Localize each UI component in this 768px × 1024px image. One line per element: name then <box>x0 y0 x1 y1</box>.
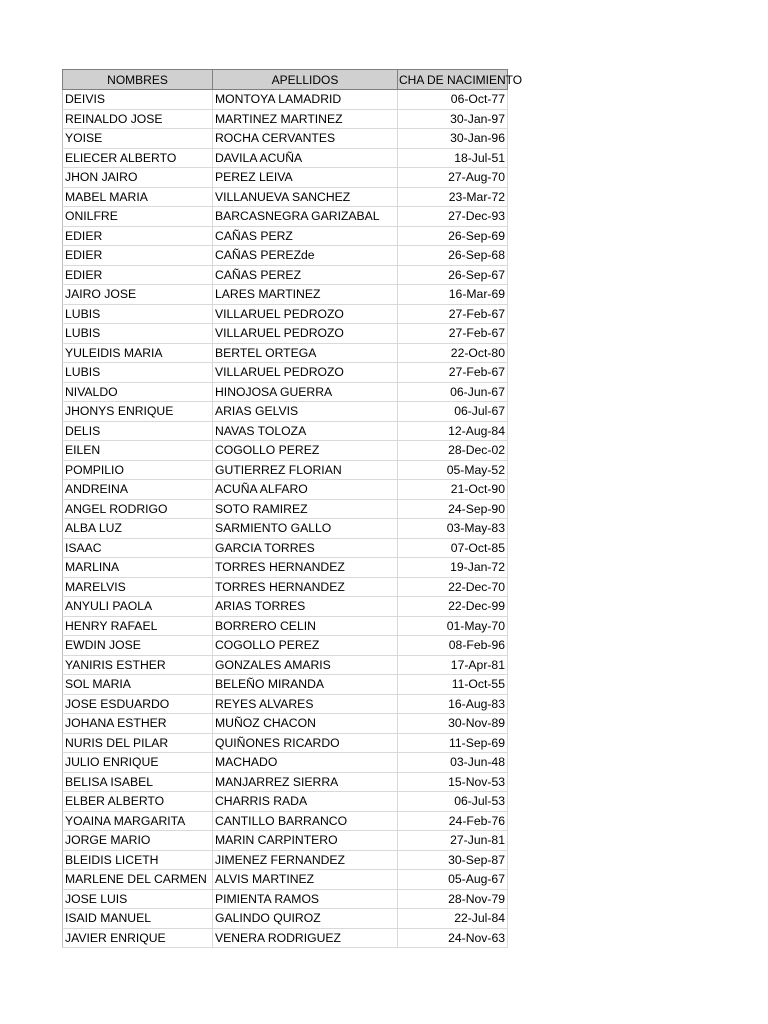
cell-apellidos[interactable]: ARIAS TORRES <box>213 597 398 617</box>
table-row <box>63 811 508 831</box>
table-row <box>63 870 508 890</box>
cell-nombres[interactable]: ANDREINA <box>63 480 213 500</box>
cell-apellidos[interactable]: CAÑAS PERZ <box>213 226 398 246</box>
cell-nombres[interactable]: ELBER ALBERTO <box>63 792 213 812</box>
cell-apellidos[interactable]: MONTOYA LAMADRID <box>213 90 398 110</box>
cell-apellidos[interactable]: REYES ALVARES <box>213 694 398 714</box>
cell-fecha-nacimiento[interactable]: 05-May-52 <box>398 460 508 480</box>
cell-nombres[interactable]: YOAINA MARGARITA <box>63 811 213 831</box>
cell-fecha-nacimiento[interactable]: 03-Jun-48 <box>398 753 508 773</box>
cell-nombres[interactable]: JULIO ENRIQUE <box>63 753 213 773</box>
cell-fecha-nacimiento[interactable]: 22-Oct-80 <box>398 343 508 363</box>
table-row <box>63 363 508 383</box>
table-row <box>63 421 508 441</box>
cell-fecha-nacimiento[interactable]: 06-Jun-67 <box>398 382 508 402</box>
cell-nombres[interactable]: ANYULI PAOLA <box>63 597 213 617</box>
cell-apellidos[interactable]: SARMIENTO GALLO <box>213 519 398 539</box>
cell-nombres[interactable]: JAIRO JOSE <box>63 285 213 305</box>
cell-nombres[interactable]: EDIER <box>63 226 213 246</box>
table-row <box>63 850 508 870</box>
table-row <box>63 499 508 519</box>
cell-fecha-nacimiento[interactable]: 16-Mar-69 <box>398 285 508 305</box>
cell-nombres[interactable]: HENRY RAFAEL <box>63 616 213 636</box>
cell-apellidos[interactable]: MARTINEZ MARTINEZ <box>213 109 398 129</box>
cell-fecha-nacimiento[interactable]: 18-Jul-51 <box>398 148 508 168</box>
cell-fecha-nacimiento[interactable]: 16-Aug-83 <box>398 694 508 714</box>
cell-nombres[interactable]: BLEIDIS LICETH <box>63 850 213 870</box>
cell-nombres[interactable]: NIVALDO <box>63 382 213 402</box>
table-row <box>63 226 508 246</box>
cell-fecha-nacimiento[interactable]: 27-Dec-93 <box>398 207 508 227</box>
cell-fecha-nacimiento[interactable]: 27-Feb-67 <box>398 304 508 324</box>
table-row <box>63 909 508 929</box>
cell-fecha-nacimiento[interactable]: 27-Feb-67 <box>398 363 508 383</box>
cell-apellidos[interactable]: HINOJOSA GUERRA <box>213 382 398 402</box>
table-row <box>63 519 508 539</box>
cell-nombres[interactable]: SOL MARIA <box>63 675 213 695</box>
cell-fecha-nacimiento[interactable]: 27-Feb-67 <box>398 324 508 344</box>
cell-nombres[interactable]: ISAID MANUEL <box>63 909 213 929</box>
cell-nombres[interactable]: DELIS <box>63 421 213 441</box>
cell-nombres[interactable]: LUBIS <box>63 324 213 344</box>
cell-nombres[interactable]: JHON JAIRO <box>63 168 213 188</box>
cell-apellidos[interactable]: BORRERO CELIN <box>213 616 398 636</box>
cell-apellidos[interactable]: BARCASNEGRA GARIZABAL <box>213 207 398 227</box>
cell-fecha-nacimiento[interactable]: 22-Dec-99 <box>398 597 508 617</box>
cell-apellidos[interactable]: GALINDO QUIROZ <box>213 909 398 929</box>
cell-fecha-nacimiento[interactable]: 01-May-70 <box>398 616 508 636</box>
cell-fecha-nacimiento[interactable]: 22-Jul-84 <box>398 909 508 929</box>
cell-nombres[interactable]: EDIER <box>63 246 213 266</box>
cell-apellidos[interactable]: COGOLLO PEREZ <box>213 441 398 461</box>
cell-apellidos[interactable]: SOTO RAMIREZ <box>213 499 398 519</box>
cell-apellidos[interactable]: MARIN CARPINTERO <box>213 831 398 851</box>
table-row <box>63 109 508 129</box>
header-apellidos[interactable]: APELLIDOS <box>213 70 398 90</box>
cell-fecha-nacimiento[interactable]: 17-Apr-81 <box>398 655 508 675</box>
cell-nombres[interactable]: ELIECER ALBERTO <box>63 148 213 168</box>
cell-apellidos[interactable]: VILLARUEL PEDROZO <box>213 363 398 383</box>
cell-nombres[interactable]: MARELVIS <box>63 577 213 597</box>
cell-apellidos[interactable]: PIMIENTA RAMOS <box>213 889 398 909</box>
table-row <box>63 636 508 656</box>
table-row <box>63 285 508 305</box>
cell-apellidos[interactable]: ROCHA CERVANTES <box>213 129 398 149</box>
cell-apellidos[interactable]: TORRES HERNANDEZ <box>213 577 398 597</box>
cell-fecha-nacimiento[interactable]: 30-Nov-89 <box>398 714 508 734</box>
cell-fecha-nacimiento[interactable]: 30-Jan-97 <box>398 109 508 129</box>
table-row <box>63 616 508 636</box>
table-row <box>63 577 508 597</box>
table-row <box>63 148 508 168</box>
table-row <box>63 655 508 675</box>
cell-apellidos[interactable]: ACUÑA ALFARO <box>213 480 398 500</box>
table-row <box>63 382 508 402</box>
cell-fecha-nacimiento[interactable]: 26-Sep-68 <box>398 246 508 266</box>
cell-fecha-nacimiento[interactable]: 03-May-83 <box>398 519 508 539</box>
cell-apellidos[interactable]: ARIAS GELVIS <box>213 402 398 422</box>
table-row <box>63 324 508 344</box>
table-row <box>63 187 508 207</box>
cell-apellidos[interactable]: QUIÑONES RICARDO <box>213 733 398 753</box>
cell-apellidos[interactable]: GONZALES AMARIS <box>213 655 398 675</box>
header-row <box>63 70 508 90</box>
cell-nombres[interactable]: ONILFRE <box>63 207 213 227</box>
cell-fecha-nacimiento[interactable]: 27-Aug-70 <box>398 168 508 188</box>
cell-fecha-nacimiento[interactable]: 06-Oct-77 <box>398 90 508 110</box>
table-row <box>63 304 508 324</box>
cell-apellidos[interactable]: CHARRIS RADA <box>213 792 398 812</box>
table-row <box>63 207 508 227</box>
table-row <box>63 480 508 500</box>
cell-nombres[interactable]: JAVIER ENRIQUE <box>63 928 213 948</box>
cell-apellidos[interactable]: DAVILA ACUÑA <box>213 148 398 168</box>
cell-fecha-nacimiento[interactable]: 22-Dec-70 <box>398 577 508 597</box>
cell-nombres[interactable]: LUBIS <box>63 304 213 324</box>
cell-apellidos[interactable]: PEREZ LEIVA <box>213 168 398 188</box>
cell-apellidos[interactable]: CAÑAS PEREZde <box>213 246 398 266</box>
table-row <box>63 675 508 695</box>
table-row <box>63 792 508 812</box>
cell-nombres[interactable]: JOHANA ESTHER <box>63 714 213 734</box>
cell-apellidos[interactable]: VILLARUEL PEDROZO <box>213 304 398 324</box>
cell-apellidos[interactable]: TORRES HERNANDEZ <box>213 558 398 578</box>
cell-nombres[interactable]: JORGE MARIO <box>63 831 213 851</box>
cell-fecha-nacimiento[interactable]: 11-Sep-69 <box>398 733 508 753</box>
cell-nombres[interactable]: JOSE LUIS <box>63 889 213 909</box>
cell-apellidos[interactable]: JIMENEZ FERNANDEZ <box>213 850 398 870</box>
table-row <box>63 129 508 149</box>
cell-nombres[interactable]: YULEIDIS MARIA <box>63 343 213 363</box>
header-fecha-nacimiento[interactable] <box>398 70 523 90</box>
cell-nombres[interactable]: ALBA LUZ <box>63 519 213 539</box>
data-table <box>62 69 523 948</box>
cell-nombres[interactable]: MARLENE DEL CARMEN <box>63 870 213 890</box>
cell-fecha-nacimiento[interactable]: 30-Sep-87 <box>398 850 508 870</box>
cell-nombres[interactable]: MARLINA <box>63 558 213 578</box>
table-row <box>63 168 508 188</box>
cell-nombres[interactable]: LUBIS <box>63 363 213 383</box>
cell-nombres[interactable]: NURIS DEL PILAR <box>63 733 213 753</box>
cell-nombres[interactable]: POMPILIO <box>63 460 213 480</box>
table-row <box>63 460 508 480</box>
table-row <box>63 402 508 422</box>
cell-fecha-nacimiento[interactable]: 24-Nov-63 <box>398 928 508 948</box>
cell-nombres[interactable]: DEIVIS <box>63 90 213 110</box>
table-row <box>63 694 508 714</box>
cell-apellidos[interactable]: MUÑOZ CHACON <box>213 714 398 734</box>
cell-fecha-nacimiento[interactable]: 19-Jan-72 <box>398 558 508 578</box>
cell-fecha-nacimiento[interactable]: 26-Sep-69 <box>398 226 508 246</box>
spreadsheet <box>62 69 523 948</box>
cell-nombres[interactable]: YOISE <box>63 129 213 149</box>
cell-apellidos[interactable]: VILLARUEL PEDROZO <box>213 324 398 344</box>
cell-apellidos[interactable]: VILLANUEVA SANCHEZ <box>213 187 398 207</box>
cell-fecha-nacimiento[interactable]: 26-Sep-67 <box>398 265 508 285</box>
cell-apellidos[interactable]: GUTIERREZ FLORIAN <box>213 460 398 480</box>
cell-nombres[interactable]: JHONYS ENRIQUE <box>63 402 213 422</box>
cell-fecha-nacimiento[interactable]: 30-Jan-96 <box>398 129 508 149</box>
cell-nombres[interactable]: REINALDO JOSE <box>63 109 213 129</box>
table-row <box>63 441 508 461</box>
header-fecha-label: CHA DE NACIMIENTO <box>399 73 523 87</box>
cell-apellidos[interactable]: CANTILLO BARRANCO <box>213 811 398 831</box>
cell-fecha-nacimiento[interactable]: 06-Jul-67 <box>398 402 508 422</box>
cell-apellidos[interactable]: NAVAS TOLOZA <box>213 421 398 441</box>
cell-fecha-nacimiento[interactable]: 21-Oct-90 <box>398 480 508 500</box>
table-row <box>63 558 508 578</box>
cell-apellidos[interactable]: LARES MARTINEZ <box>213 285 398 305</box>
table-row <box>63 733 508 753</box>
table-row <box>63 246 508 266</box>
table-row <box>63 928 508 948</box>
cell-apellidos[interactable]: VENERA RODRIGUEZ <box>213 928 398 948</box>
table-row <box>63 831 508 851</box>
cell-fecha-nacimiento[interactable]: 28-Dec-02 <box>398 441 508 461</box>
cell-fecha-nacimiento[interactable]: 11-Oct-55 <box>398 675 508 695</box>
cell-fecha-nacimiento[interactable]: 27-Jun-81 <box>398 831 508 851</box>
table-row <box>63 753 508 773</box>
cell-apellidos[interactable]: MANJARREZ SIERRA <box>213 772 398 792</box>
cell-nombres[interactable]: MABEL MARIA <box>63 187 213 207</box>
cell-fecha-nacimiento[interactable]: 07-Oct-85 <box>398 538 508 558</box>
cell-apellidos[interactable]: BERTEL ORTEGA <box>213 343 398 363</box>
cell-nombres[interactable]: EWDIN JOSE <box>63 636 213 656</box>
cell-nombres[interactable]: EILEN <box>63 441 213 461</box>
cell-apellidos[interactable]: COGOLLO PEREZ <box>213 636 398 656</box>
table-row <box>63 265 508 285</box>
cell-fecha-nacimiento[interactable]: 06-Jul-53 <box>398 792 508 812</box>
cell-nombres[interactable]: BELISA ISABEL <box>63 772 213 792</box>
cell-apellidos[interactable]: CAÑAS PEREZ <box>213 265 398 285</box>
cell-nombres[interactable]: YANIRIS ESTHER <box>63 655 213 675</box>
table-row <box>63 597 508 617</box>
cell-fecha-nacimiento[interactable]: 15-Nov-53 <box>398 772 508 792</box>
cell-fecha-nacimiento[interactable]: 24-Feb-76 <box>398 811 508 831</box>
table-row <box>63 538 508 558</box>
cell-apellidos[interactable]: ALVIS MARTINEZ <box>213 870 398 890</box>
cell-fecha-nacimiento[interactable]: 24-Sep-90 <box>398 499 508 519</box>
table-row <box>63 889 508 909</box>
cell-nombres[interactable]: ANGEL RODRIGO <box>63 499 213 519</box>
cell-apellidos[interactable]: GARCIA TORRES <box>213 538 398 558</box>
header-nombres[interactable]: NOMBRES <box>63 70 213 90</box>
cell-nombres[interactable]: EDIER <box>63 265 213 285</box>
cell-nombres[interactable]: ISAAC <box>63 538 213 558</box>
cell-fecha-nacimiento[interactable]: 23-Mar-72 <box>398 187 508 207</box>
cell-fecha-nacimiento[interactable]: 08-Feb-96 <box>398 636 508 656</box>
table-row <box>63 90 508 110</box>
cell-nombres[interactable]: JOSE ESDUARDO <box>63 694 213 714</box>
table-row <box>63 714 508 734</box>
cell-fecha-nacimiento[interactable]: 12-Aug-84 <box>398 421 508 441</box>
cell-apellidos[interactable]: BELEÑO MIRANDA <box>213 675 398 695</box>
cell-fecha-nacimiento[interactable]: 05-Aug-67 <box>398 870 508 890</box>
table-row <box>63 772 508 792</box>
cell-apellidos[interactable]: MACHADO <box>213 753 398 773</box>
table-row <box>63 343 508 363</box>
cell-fecha-nacimiento[interactable]: 28-Nov-79 <box>398 889 508 909</box>
